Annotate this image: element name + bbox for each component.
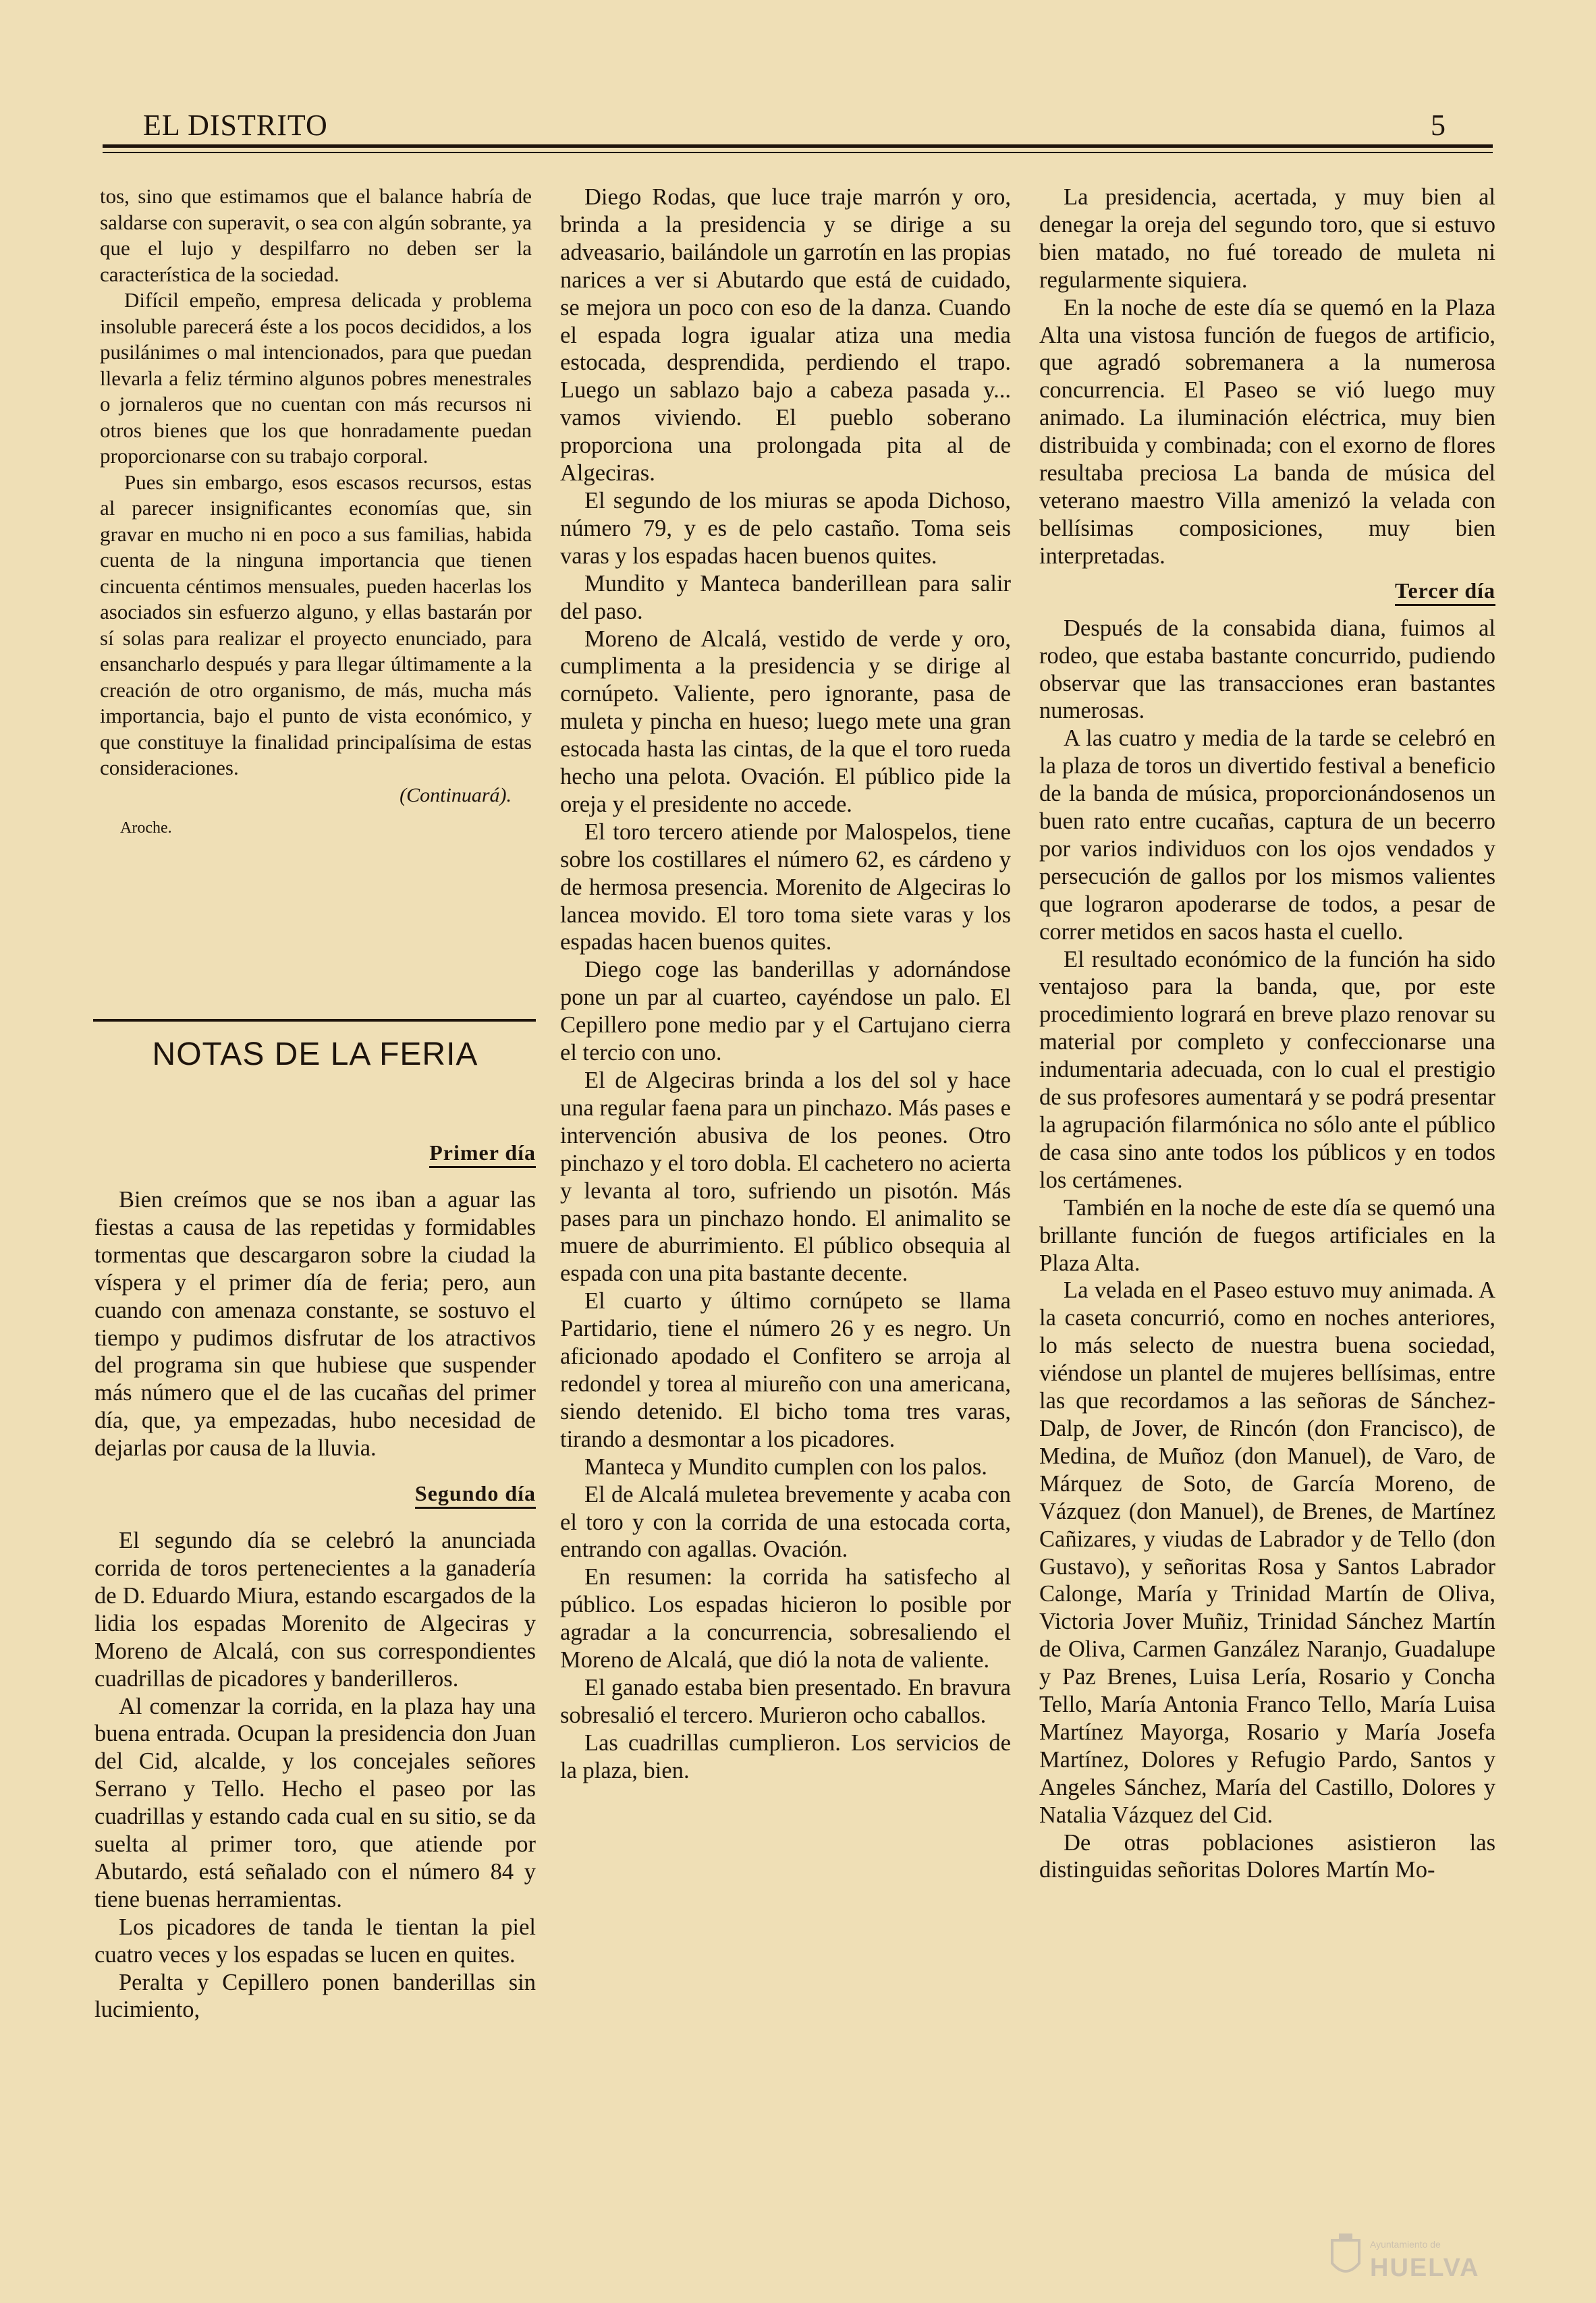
paragraph: Manteca y Mundito cumplen con los palos.: [584, 1453, 987, 1480]
paragraph: Diego coge las banderillas y adornándose pone un par al cuarteo, cayéndose un palo. El Cepillero pone medio par y el Cartujano cierra el tercio con uno.: [560, 957, 1011, 1066]
section-title: NOTAS DE LA FERIA: [152, 1036, 478, 1072]
watermark-label: HUELVA: [1370, 2254, 1480, 2282]
section-divider: [93, 1019, 536, 1022]
header-rule: [103, 144, 1493, 148]
paragraph: En resumen: la corrida ha satisfecho al público. Los espadas hicieron lo posible por agradar a la concurrencia, sobresaliendo el Moreno de Alcalá, que dió la nota de valiente.: [560, 1564, 1011, 1673]
paragraph: Mundito y Manteca banderillean para salir del paso.: [560, 570, 1011, 624]
day-heading: [94, 1139, 536, 1166]
paragraph: Difícil empeño, empresa delicada y problema insoluble parecerá éste a los pocos decididos, a los pusilánimes o mal intencionados, para que puedan llevarla a feliz término algunos pobres menestrales o jornaleros que no cuentan con más recursos ni otros bienes que los que honradamente puedan proporcionarse con su trabajo corporal.: [100, 288, 532, 468]
column-1-article: [100, 184, 532, 837]
column-2: [560, 184, 1011, 1785]
author-signature: Aroche.: [120, 818, 172, 837]
paragraph: El resultado económico de la función ha sido ventajoso para la banda, que, por este procedimiento logrará en breve plazo renovar su material por completo y confeccionarse una indumentaria adecuada, con lo cual el prestigio de sus profesores aumentará y se podrá presentar la agrupación filarmónica no sólo ante el público de casa sino ante todos los públicos y en todos los certámenes.: [1039, 946, 1495, 1193]
paragraph: La velada en el Paseo estuvo muy animada. A la caseta concurrió, como en noches anteriores, lo más selecto de nuestra buena sociedad, viéndose un plantel de mujeres bellísimas, entre las que recordamos a las señoras de Sánchez-Dalp, de Jover, de Rincón (don Francisco), de Medina, de Muñoz (don Manuel), de Varo, de Márquez de Soto, de García Moreno, de Vázquez (don Manuel), de Brenes, de Martínez Cañizares, y viudas de Labrador y de Tello (don Gustavo), y señoritas Rosa y Santos Labrador Calonge, María y Trinidad Martín de Oliva, Victoria Jover Muñiz, Trinidad Sánchez Martín de Oliva, Carmen Ganzález Naranjo, Guadalupe y Paz Brenes, Luisa Lería, Rosario y Concha Tello, María Antonia Franco Tello, María Luisa Martínez Mayorga, Rosario y María Josefa Martínez, Dolores y Refugio Pardo, Santos y Angeles Sánchez, María del Castillo, Dolores y Natalia Vázquez del Cid.: [1039, 1277, 1495, 1828]
paragraph: Peralta y Cepillero ponen banderillas sin lucimiento,: [94, 1969, 536, 2023]
day-heading-text: Primer día: [429, 1140, 536, 1168]
paragraph: Pues sin embargo, esos escasos recursos, estas al parecer insignificantes economías que, sin gravar en mucho ni en poco a sus familias, habida cuenta de la ninguna importancia que tienen cincuenta céntimos mensuales, pueden hacerlas los asociados sin esfuerzo alguno, y ellas bastarán por sí solas para realizar el proyecto enunciado, para ensancharlo después y para llegar últimamente a la creación de otro organismo, de más, mucha más importancia, bajo el punto de vista económico, y que constituye la finalidad principalísima de estas consideraciones.: [100, 470, 532, 779]
continued-note: (Continuará).: [400, 783, 512, 806]
page-number: 5: [1431, 109, 1446, 142]
newspaper-title: EL DISTRITO: [143, 109, 328, 142]
paragraph: Diego Rodas, que luce traje marrón y oro, brinda a la presidencia y se dirige a su adveasario, bailándole un garrotín en las propias narices a ver si Abutardo que está de cuidado, se mejora un poco con eso de la danza. Cuando el espada logra igualar atiza una media estocada, desprendida, perdiendo el trapo. Luego un sablazo bajo a cabeza pasada y... vamos viviendo. El pueblo soberano proporciona una prolongada pita al de Algeciras.: [560, 184, 1011, 487]
paragraph: Bien creímos que se nos iban a aguar las fiestas a causa de las repetidas y formidables tormentas que descargaron sobre la ciudad la víspera y el primer día de feria; pero, aun cuando con amenaza constante, se sostuvo el tiempo y pudimos disfrutar de los atractivos del programa sin que hubiese que suspender más número que el de las cucañas del primer día, que, ya empezadas, hubo necesidad de dejarlas por causa de la lluvia.: [94, 1187, 536, 1462]
day-heading: [94, 1480, 536, 1507]
paragraph: El de Algeciras brinda a los del sol y hace una regular faena para un pinchazo. Más pases e intervención abusiva de los peones. Otro pinchazo y el toro dobla. El cachetero no acierta y levanta al toro, sufriendo un pisotón. Más pases para un pinchazo hondo. El animalito se muere de aburrimiento. El público obsequia al espada con una pita bastante decente.: [560, 1067, 1011, 1287]
paragraph: En la noche de este día se quemó en la Plaza Alta una vistosa función de fuegos de artificio, que agradó sobremanera a la numerosa concurrencia. El Paseo se vió luego muy animado. La iluminación eléctrica, muy bien distribuida y combinada; con el exorno de flores resultaba preciosa La banda de música del veterano maestro Villa amenizó la velada con bellísimas composiciones, muy bien interpretadas.: [1039, 294, 1495, 569]
coat-of-arms-icon: [1329, 2233, 1362, 2281]
paragraph: A las cuatro y media de la tarde se celebró en la plaza de toros un divertido festival a beneficio de la banda de música, proporcionándosenos un buen rato entre cucañas, captura de un becerro por varios individuos con los ojos vendados y persecución de gallos por los mismos valientes que lograron apoderarse de todos, a pesar de correr metidos en sacos hasta el cuello.: [1039, 725, 1495, 945]
day-heading-text: Segundo día: [415, 1481, 536, 1509]
paragraph: De otras poblaciones asistieron las distinguidas señoritas Dolores Martín Mo-: [1039, 1829, 1495, 1883]
paragraph: El cuarto y último cornúpeto se llama Partidario, tiene el número 26 y es negro. Un aficionado apodado el Confitero se arroja al redondel y torea al miureño con una americana, siendo detenido. El bicho toma tres varas, tirando a desmontar a los picadores.: [560, 1288, 1011, 1452]
column-3: [1039, 184, 1495, 1884]
paragraph: El de Alcalá muletea brevemente y acaba con el toro y con la corrida de una estocada corta, entrando con agallas. Ovación.: [560, 1481, 1011, 1563]
paragraph: El toro tercero atiende por Malospelos, tiene sobre los costillares el número 62, es cárdeno y de hermosa presencia. Morenito de Algeciras lo lancea movido. El toro toma siete varas y los espadas hacen buenos quites.: [560, 818, 1011, 955]
paragraph: Las cuadrillas cumplieron. Los servicios de la plaza, bien.: [560, 1729, 1011, 1783]
paragraph: El segundo de los miuras se apoda Dichoso, número 79, y es de pelo castaño. Toma seis varas y los espadas hacen buenos quites.: [560, 487, 1011, 569]
day-heading-text: Tercer día: [1395, 578, 1495, 606]
column-1-feria: [94, 1134, 536, 2024]
header-rule-thin: [103, 152, 1493, 153]
paragraph: La presidencia, acertada, y muy bien al denegar la oreja del segundo toro, que si estuvo bien matado, no fué toreado de muleta ni regularmente siquiera.: [1039, 184, 1495, 293]
paragraph: Moreno de Alcalá, vestido de verde y oro, cumplimenta a la presidencia y se dirige al cornúpeto. Valiente, pero ignorante, pasa de muleta y pincha en hueso; luego mete una gran estocada hasta las cintas, de la que el toro rueda hecho una pelota. Ovación. El público pide la oreja y el presidente no accede.: [560, 626, 1011, 817]
paragraph: El segundo día se celebró la anunciada corrida de toros pertenecientes a la ganadería de D. Eduardo Miura, estando escargados de la lidia los espadas Morenito de Algeciras y Moreno de Alcalá, con sus correspondientes cuadrillas de picadores y banderilleros.: [94, 1528, 536, 1692]
archive-watermark: [1329, 2227, 1505, 2287]
paragraph: tos, sino que estimamos que el balance habría de saldarse con superavit, o sea con algún sobrante, ya que el lujo y despilfarro no deben ser la característica de la sociedad.: [100, 184, 532, 286]
paragraph: El ganado estaba bien presentado. En bravura sobresalió el tercero. Murieron ocho caballos.: [560, 1674, 1011, 1728]
paragraph: También en la noche de este día se quemó una brillante función de fuegos artificiales en la Plaza Alta.: [1039, 1194, 1495, 1276]
paragraph: Los picadores de tanda le tientan la piel cuatro veces y los espadas se lucen en quites.: [94, 1914, 536, 1968]
day-heading: [1039, 577, 1495, 604]
paragraph: Después de la consabida diana, fuimos al rodeo, que estaba bastante concurrido, pudiendo observar que las transacciones eran bastantes numerosas.: [1039, 615, 1495, 724]
watermark-sublabel: Ayuntamiento de: [1370, 2239, 1441, 2250]
paragraph: Al comenzar la corrida, en la plaza hay una buena entrada. Ocupan la presidencia don Juan del Cid, alcalde, y los concejales señores Serrano y Tello. Hecho el paseo por las cuadrillas y estando cada cual en su sitio, se da suelta al primer toro, que atiende por Abutardo, está señalado con el número 84 y tiene buenas herramientas.: [94, 1693, 536, 1912]
masthead: [103, 109, 1493, 142]
